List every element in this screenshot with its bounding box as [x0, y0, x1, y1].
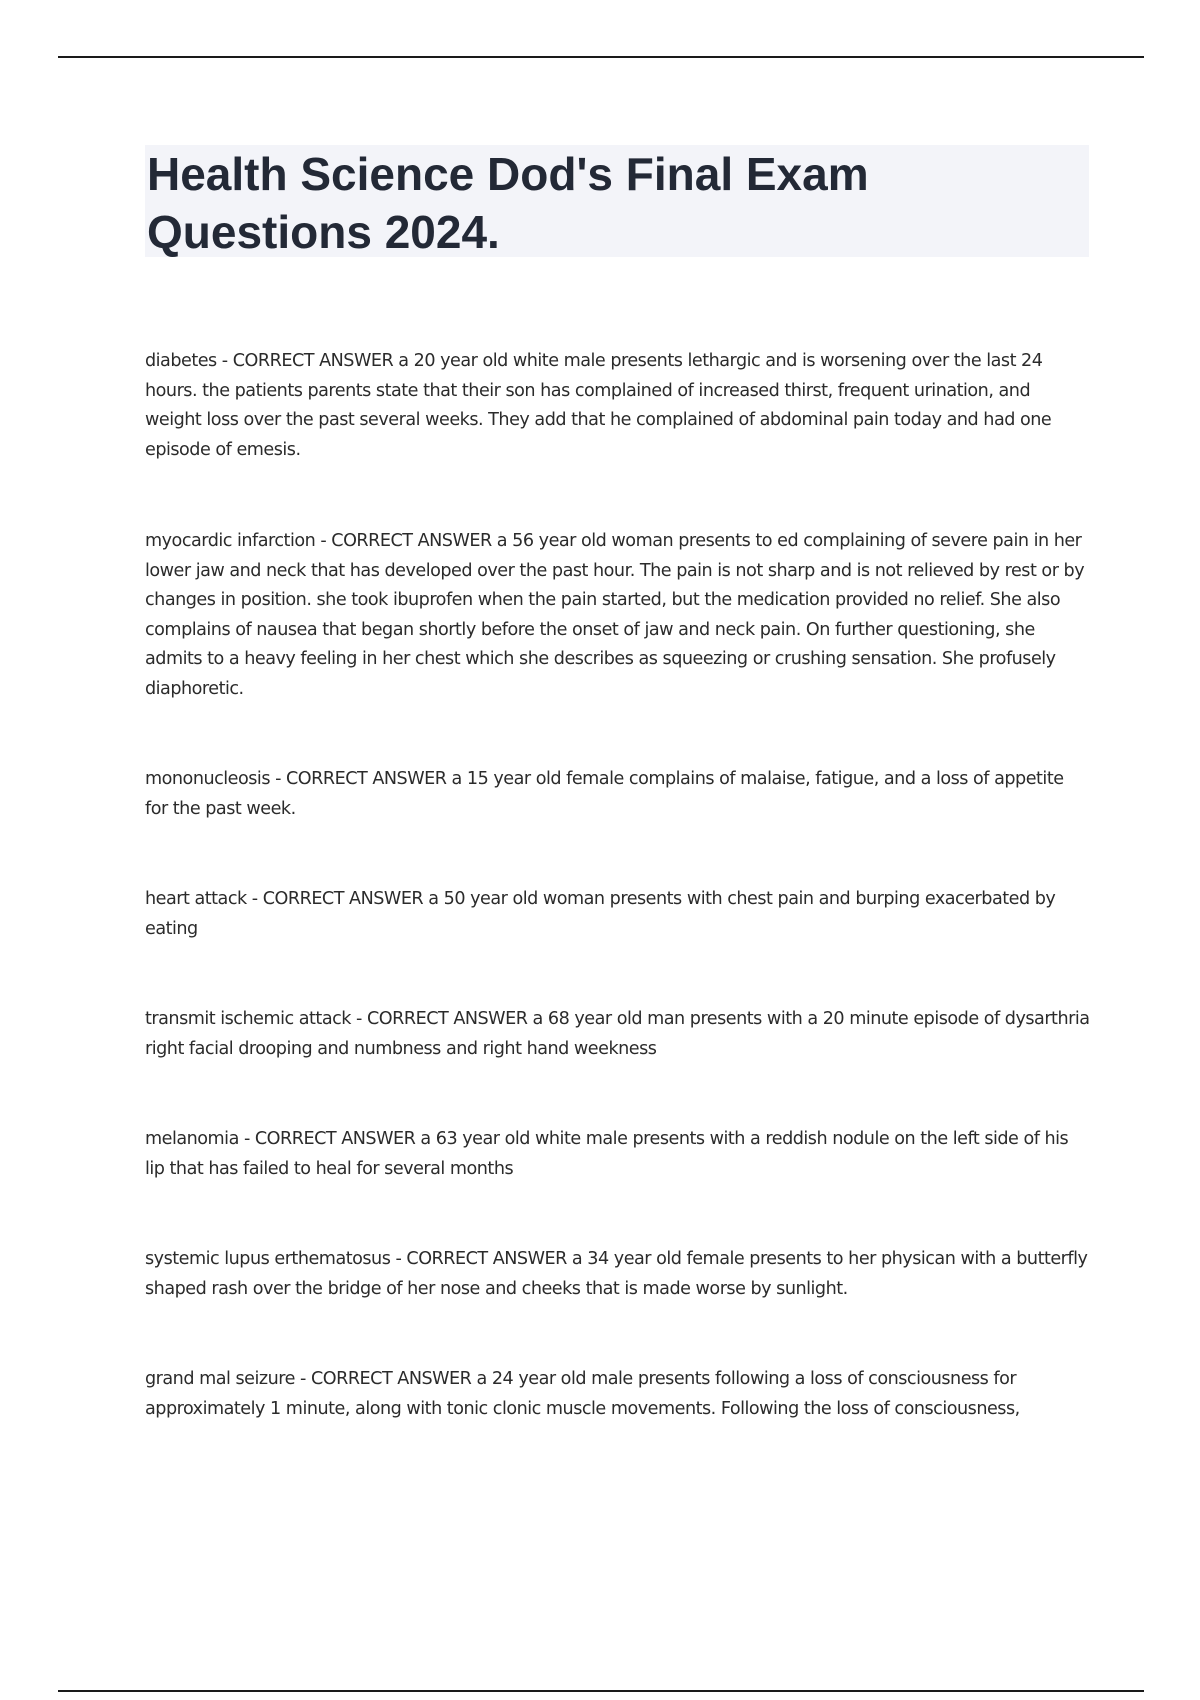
qa-list: [145, 347, 1090, 1425]
qa-entry-diabetes: diabetes - CORRECT ANSWER a 20 year old white male presents lethargic and is worsening over the last 24 hours. the patients parents state that their son has complained of increased thirst, frequent urination, and weight loss over the past several weeks. They add that he complained of abdominal pain today and had one episode of emesis.: [145, 351, 1052, 460]
page-title: Health Science Dod's Final Exam Questions 2024.: [147, 148, 869, 258]
qa-entry-heart-attack: heart attack - CORRECT ANSWER a 50 year old woman presents with chest pain and burping exacerbated by eating: [145, 889, 1056, 939]
qa-entry-lupus: systemic lupus erthematosus - CORRECT ANSWER a 34 year old female presents to her physican with a butterfly shaped rash over the bridge of her nose and cheeks that is made worse by sunlight.: [145, 1249, 1088, 1299]
qa-entry-grand-mal-seizure: grand mal seizure - CORRECT ANSWER a 24 year old male presents following a loss of consciousness for approximately 1 minute, along with tonic clonic muscle movements. Following the loss of consciousness,: [145, 1369, 1020, 1419]
bottom-rule: [58, 1690, 1144, 1692]
qa-entry-myocardic-infarction: myocardic infarction - CORRECT ANSWER a 56 year old woman presents to ed complaining of severe pain in her lower jaw and neck that has developed over the past hour. The pain is not sharp and is not relieved by rest or by changes in position. she took ibuprofen when the pain started, but the medication provided no relief. She also complains of nausea that began shortly before the onset of jaw and neck pain. On further questioning, she admits to a heavy feeling in her chest which she describes as squeezing or crushing sensation. She profusely diaphoretic.: [145, 531, 1085, 699]
top-rule: [58, 56, 1144, 58]
qa-entry-mononucleosis: mononucleosis - CORRECT ANSWER a 15 year old female complains of malaise, fatigue, and a loss of appetite for the past week.: [145, 769, 1064, 819]
qa-entry-melanoma: melanomia - CORRECT ANSWER a 63 year old white male presents with a reddish nodule on the left side of his lip that has failed to heal for several months: [145, 1129, 1069, 1179]
title-block: [145, 145, 1089, 257]
qa-entry-transient-ischemic-attack: transmit ischemic attack - CORRECT ANSWER a 68 year old man presents with a 20 minute episode of dysarthria right facial drooping and numbness and right hand weekness: [145, 1009, 1090, 1059]
